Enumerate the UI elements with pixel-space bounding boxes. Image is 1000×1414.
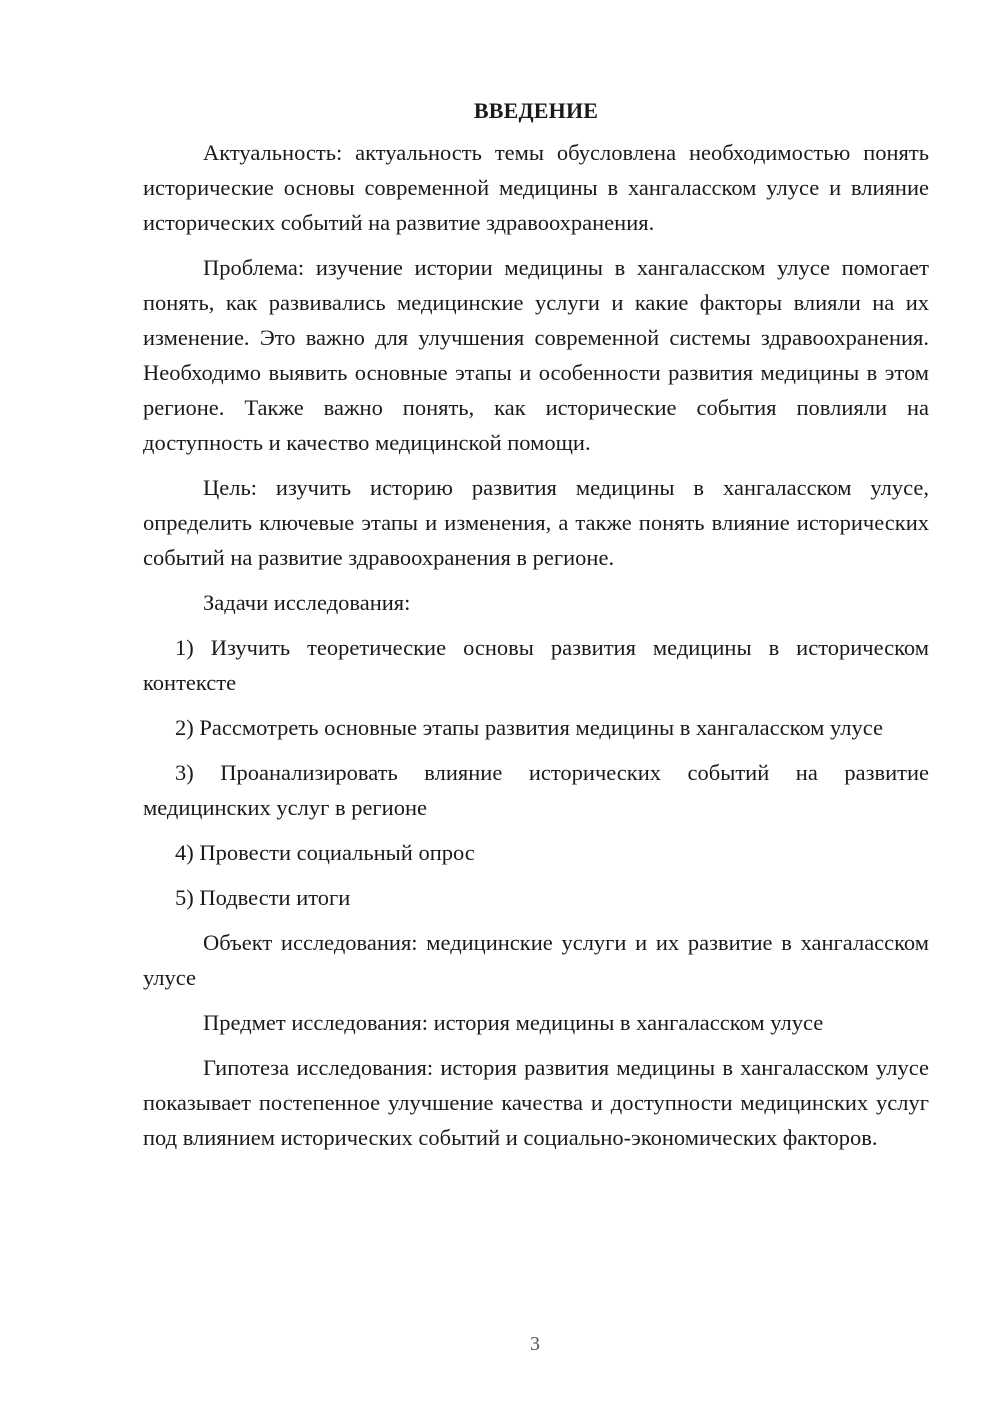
section-heading: ВВЕДЕНИЕ (473, 98, 599, 123)
document-page (143, 95, 929, 1165)
paragraph-tasks-heading: Задачи исследования: (203, 590, 411, 615)
list-item-task-1: 1) Изучить теоретические основы развития медицины в историческом контексте (143, 635, 929, 695)
paragraph-relevance: Актуальность: актуальность темы обусловлена необходимостью понять исторические основы современной медицины в хангаласском улусе и влияние исторических событий на развитие здравоохранения. (143, 140, 929, 235)
paragraph-problem: Проблема: изучение истории медицины в хангаласском улусе помогает понять, как развивались медицинские услуги и какие факторы влияли на их изменение. Это важно для улучшения современной системы здравоохранения. Необходимо выявить основные этапы и особенности развития медицины в этом регионе. Также важно понять, как исторические события повлияли на доступность и качество медицинской помощи. (143, 255, 929, 455)
list-item-task-4: 4) Провести социальный опрос (175, 840, 475, 865)
list-item-task-2: 2) Рассмотреть основные этапы развития медицины в хангаласском улусе (175, 715, 884, 740)
list-item-task-5: 5) Подвести итоги (175, 885, 351, 910)
paragraph-hypothesis: Гипотеза исследования: история развития медицины в хангаласском улусе показывает постепенное улучшение качества и доступности медицинских услуг под влиянием исторических событий и социально-экономических факторов. (143, 1055, 929, 1150)
paragraph-subject: Предмет исследования: история медицины в хангаласском улусе (203, 1010, 824, 1035)
paragraph-goal: Цель: изучить историю развития медицины в хангаласском улусе, определить ключевые этапы и изменения, а также понять влияние исторических событий на развитие здравоохранения в регионе. (143, 475, 929, 570)
page-number: 3 (530, 1333, 540, 1355)
list-item-task-3: 3) Проанализировать влияние исторических событий на развитие медицинских услуг в регионе (143, 760, 929, 820)
paragraph-object: Объект исследования: медицинские услуги и их развитие в хангаласском улусе (143, 930, 929, 990)
